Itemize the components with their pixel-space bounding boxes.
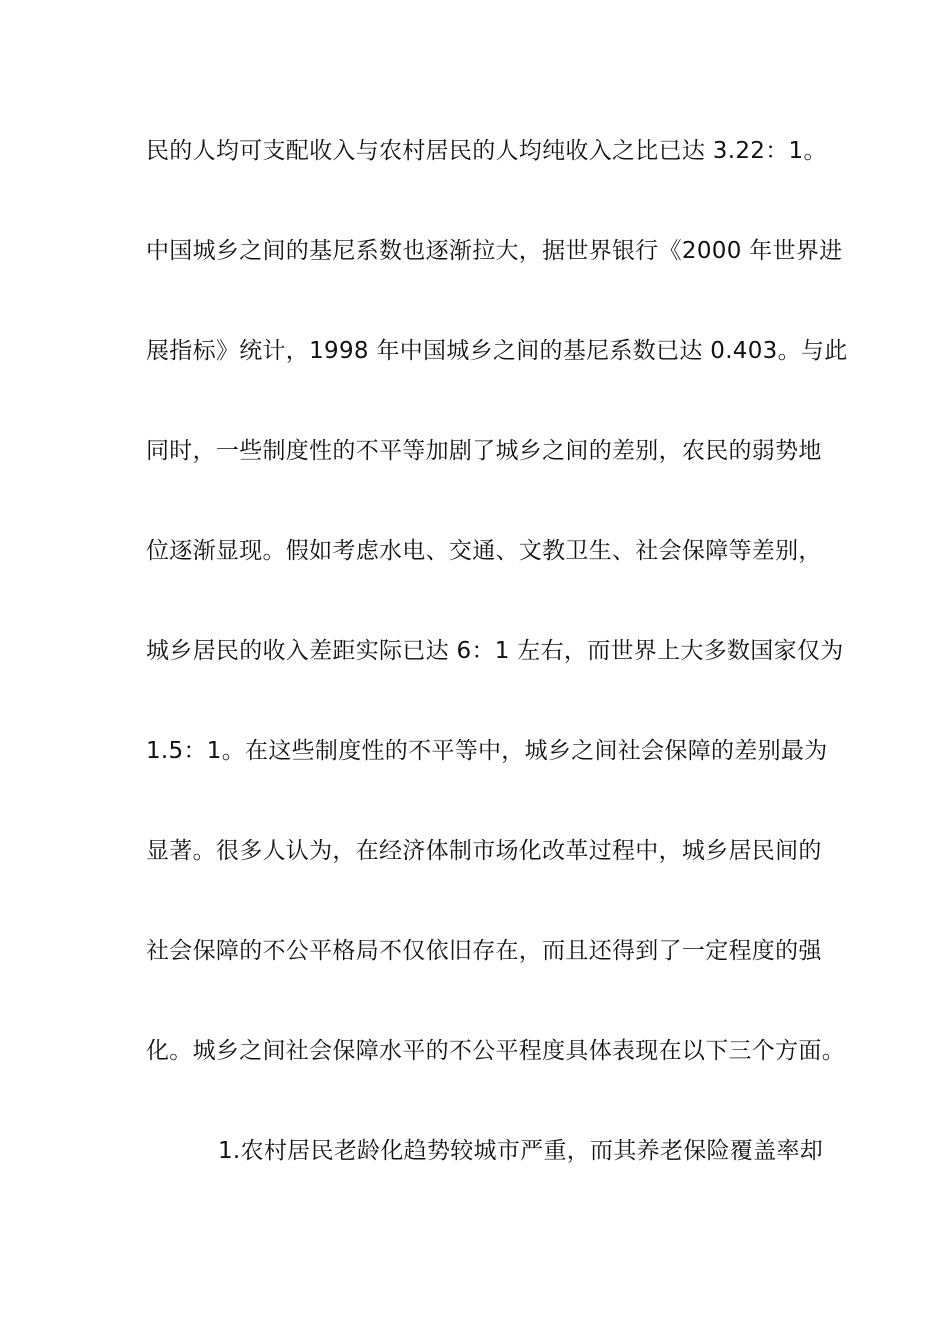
text-line: 显著。很多人认为，在经济体制市场化改革过程中，城乡居民间的 bbox=[146, 838, 822, 864]
text-line: 城乡居民的收入差距实际已达 6：1 左右，而世界上大多数国家仅为 bbox=[146, 638, 844, 664]
text-line: 同时，一些制度性的不平等加剧了城乡之间的差别，农民的弱势地 bbox=[146, 438, 822, 464]
text-line-indented: 1.农村居民老龄化趋势较城市严重，而其养老保险覆盖率却 bbox=[218, 1138, 824, 1164]
text-line: 社会保障的不公平格局不仅依旧存在，而且还得到了一定程度的强 bbox=[146, 938, 822, 964]
text-line: 1.5：1。在这些制度性的不平等中，城乡之间社会保障的差别最为 bbox=[146, 738, 828, 764]
text-line: 中国城乡之间的基尼系数也逐渐拉大，据世界银行《2000 年世界进 bbox=[146, 238, 843, 264]
text-line: 民的人均可支配收入与农村居民的人均纯收入之比已达 3.22：1。 bbox=[146, 138, 827, 164]
body-text bbox=[146, 126, 848, 1226]
text-line: 化。城乡之间社会保障水平的不公平程度具体表现在以下三个方面。 bbox=[146, 1038, 845, 1064]
text-line: 展指标》统计，1998 年中国城乡之间的基尼系数已达 0.403。与此 bbox=[146, 338, 848, 364]
text-line: 位逐渐显现。假如考虑水电、交通、文教卫生、社会保障等差别， bbox=[146, 538, 822, 564]
